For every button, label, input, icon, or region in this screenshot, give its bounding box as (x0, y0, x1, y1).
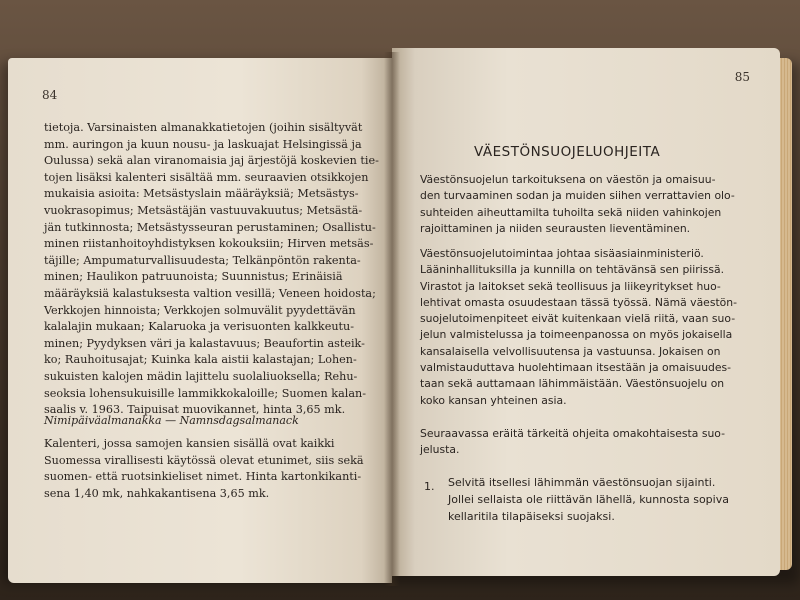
text-line: jelusta. (420, 443, 460, 457)
left-paragraph-2 (44, 436, 370, 502)
text-line: sukuisten kalojen mädin lajittelu suolaliuoksella; Rehu- (44, 369, 358, 383)
text-line: minen riistanhoitoyhdistyksen kokouksiin; Hirven metsäs- (44, 237, 374, 251)
text-line: Virastot ja laitokset sekä teollisuus ja liikeyritykset huo- (420, 279, 721, 293)
text-line: minen; Haulikon patruunoista; Suunnistus; Erinäisiä (44, 270, 343, 284)
text-line: kansalaisella velvollisuutensa ja vastuunsa. Jokaisen on (420, 344, 721, 358)
text-line: koko kansan yhteinen asia. (420, 393, 567, 407)
text-line: suomen- että ruotsinkieliset nimet. Hinta kartonkikanti- (44, 470, 362, 484)
text-line: jelun valmistelussa ja toimeenpanossa on myös jokaisella (420, 328, 733, 342)
left-page (8, 58, 392, 583)
text-line: Väestönsuojelun tarkoituksena on väestön ja omaisuu- (420, 173, 716, 186)
list-item-number: 1. (424, 480, 435, 493)
text-line: Selvitä itsellesi lähimmän väestönsuojan sijainti. (448, 476, 716, 489)
text-line: den turvaaminen sodan ja muiden siihen verrattavien olo- (420, 189, 735, 203)
text-line: täjille; Ampumaturvallisuudesta; Telkänpöntön rakenta- (44, 253, 361, 267)
text-line: tojen lisäksi kalenteri sisältää mm. seuraavien otsikkojen (44, 170, 369, 184)
text-line: jän tutkinnosta; Metsästysseuran perustaminen; Osallistu- (44, 220, 376, 234)
text-line: seoksia lohensukuisille lammikkokaloille; Suomen kalan- (44, 386, 366, 400)
list-item-text (448, 474, 768, 525)
text-line: määräyksiä kalastuksesta valtion vesillä; Veneen hoidosta; (44, 286, 376, 300)
text-line: Lääninhallituksilla ja kunnilla on tehtävänsä sen piirissä. (420, 263, 725, 277)
page-number-left: 84 (42, 88, 58, 102)
text-line: Seuraavassa eräitä tärkeitä ohjeita omakohtaisesta suo- (420, 427, 725, 440)
text-line: Väestönsuojelutoimintaa johtaa sisäasiainministeriö. (420, 247, 704, 260)
text-line: tietoja. Varsinaisten almanakkatietojen (joihin sisältyvät (44, 121, 363, 134)
right-paragraph-2 (420, 246, 760, 409)
text-line: minen; Pyydyksen väri ja kalastavuus; Beaufortin asteik- (44, 336, 365, 350)
right-page (392, 48, 780, 576)
text-line: kellaritila tilapäiseksi suojaksi. (448, 510, 615, 523)
text-line: kalalajin mukaan; Kalaruoka ja verisuonten kalkkeutu- (44, 320, 355, 334)
text-line: Suomessa virallisesti käytössä olevat etunimet, siis sekä (44, 453, 364, 467)
text-line: saalis v. 1963. Taipuisat muovikannet, hinta 3,65 mk. (44, 403, 346, 417)
page-number-right: 85 (734, 70, 750, 84)
text-line: suhteiden aiheuttamilta tuhoilta sekä niiden vahinkojen (420, 205, 722, 219)
text-line: ko; Rauhoitusajat; Kuinka kala aistii kalastajan; Lohen- (44, 353, 357, 367)
text-line: rajoittaminen ja niiden seurausten lieventäminen. (420, 221, 691, 235)
text-line: suojelutoimenpiteet eivät kuitenkaan vielä riitä, vaan suo- (420, 312, 736, 326)
text-line: taan sekä auttamaan lähimmäistään. Väestönsuojelu on (420, 377, 725, 391)
text-line: Jollei sellaista ole riittävän lähellä, kunnosta sopiva (448, 493, 729, 506)
text-line: valmistauduttava huolehtimaan itsestään ja omaisuudes- (420, 361, 732, 375)
section-heading: VÄESTÖNSUOJELUOHJEITA (474, 144, 661, 160)
text-line: mukaisia asioita: Metsästyslain määräyksiä; Metsästys- (44, 187, 359, 201)
text-line: mm. auringon ja kuun nousu- ja laskuajat Helsingissä ja (44, 137, 362, 151)
left-paragraph-1 (44, 120, 379, 419)
left-subheading: Nimipäiväalmanakka — Namnsdagsalmanack (44, 414, 299, 427)
right-paragraph-3 (420, 426, 760, 459)
text-line: vuokrasopimus; Metsästäjän vastuuvakuutus; Metsästä- (44, 203, 363, 217)
book-gutter (384, 52, 400, 586)
text-line: sena 1,40 mk, nahkakantisena 3,65 mk. (44, 486, 270, 500)
text-line: Oulussa) sekä alan viranomaisia jaj ärjestöjä koskevien tie- (44, 154, 379, 168)
text-line: lehtivat omasta osuudestaan tässä työssä. Nämä väestön- (420, 295, 738, 309)
right-paragraph-1 (420, 172, 760, 237)
text-line: Verkkojen hinnoista; Verkkojen solmuvälit pyydettävän (44, 303, 356, 317)
text-line: Kalenteri, jossa samojen kansien sisällä ovat kaikki (44, 437, 335, 450)
